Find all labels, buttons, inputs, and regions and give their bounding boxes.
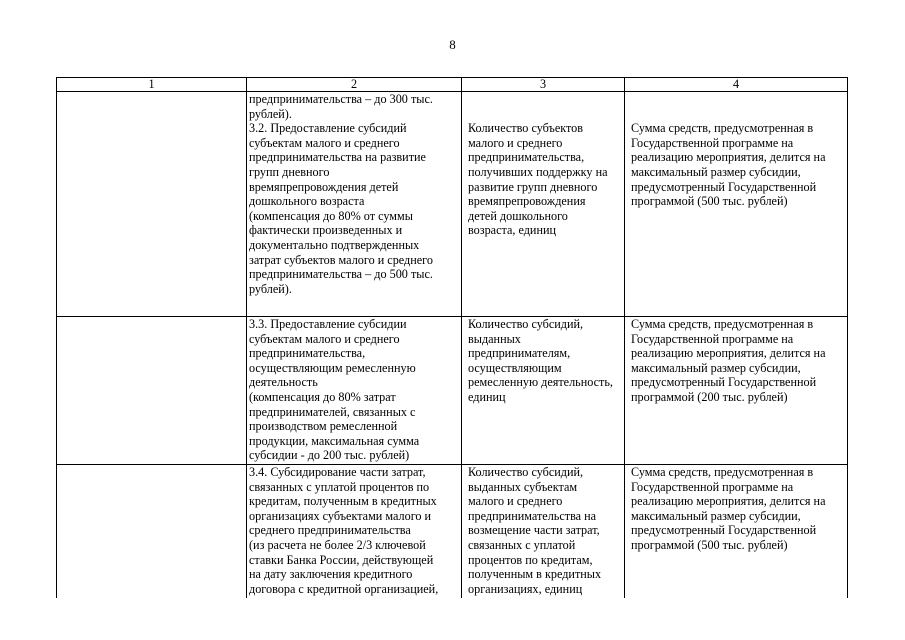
indicators-table	[56, 77, 848, 598]
page-number: 8	[449, 37, 456, 52]
row-3-calculation-method: Сумма средств, предусмотренная в Государственной программе на реализацию мероприятия, делится на максимальный размер субсидии, предусмотренный Государственной программой (500 тыс. рублей)	[625, 465, 848, 598]
row-3-col-1	[57, 465, 247, 598]
row-1-col-1	[57, 92, 247, 317]
row-3-measure-description: 3.4. Субсидирование части затрат, связанных с уплатой процентов по кредитам, полученным в кредитных организациях субъектами малого и среднего предпринимательства (из расчета не более 2/3 ключевой ставки Банка России, действующей на дату заключения кредитного договора с кредитной организацией,	[247, 465, 462, 598]
table-header-row	[57, 78, 848, 92]
table-row	[57, 317, 848, 465]
row-3-indicator: Количество субсидий, выданных субъектам малого и среднего предпринимательства на возмещение части затрат, связанных с уплатой процентов по кредитам, полученным в кредитных организациях, единиц	[462, 465, 625, 598]
row-2-col-1	[57, 317, 247, 465]
row-2-indicator: Количество субсидий, выданных предпринимателям, осуществляющим ремесленную деятельность, единиц	[462, 317, 625, 465]
table-row	[57, 92, 848, 317]
header-col-2: 2	[247, 78, 462, 92]
header-col-4: 4	[625, 78, 848, 92]
header-col-3: 3	[462, 78, 625, 92]
row-1-indicator: Количество субъектов малого и среднего предпринимательства, получивших поддержку на развитие групп дневного времяпрепровождения детей дошкольного возраста, единиц	[462, 92, 625, 317]
row-2-measure-description: 3.3. Предоставление субсидии субъектам малого и среднего предпринимательства, осуществляющим ремесленную деятельность (компенсация до 80% затрат предпринимателей, связанных с производством ремесленной продукции, максимальная сумма субсидии - до 200 тыс. рублей)	[247, 317, 462, 465]
row-2-calculation-method: Сумма средств, предусмотренная в Государственной программе на реализацию мероприятия, делится на максимальный размер субсидии, предусмотренный Государственной программой (200 тыс. рублей)	[625, 317, 848, 465]
table-row	[57, 465, 848, 598]
row-1-calculation-method: Сумма средств, предусмотренная в Государственной программе на реализацию мероприятия, делится на максимальный размер субсидии, предусмотренный Государственной программой (500 тыс. рублей)	[625, 92, 848, 317]
row-1-measure-description: предпринимательства – до 300 тыс. рублей). 3.2. Предоставление субсидий субъектам малого и среднего предпринимательства на развитие групп дневного времяпрепровождения детей дошкольного возраста (компенсация до 80% от суммы фактически произведенных и документально подтвержденных затрат субъектов малого и среднего предпринимательства – до 500 тыс. рублей).	[247, 92, 462, 317]
header-col-1: 1	[57, 78, 247, 92]
